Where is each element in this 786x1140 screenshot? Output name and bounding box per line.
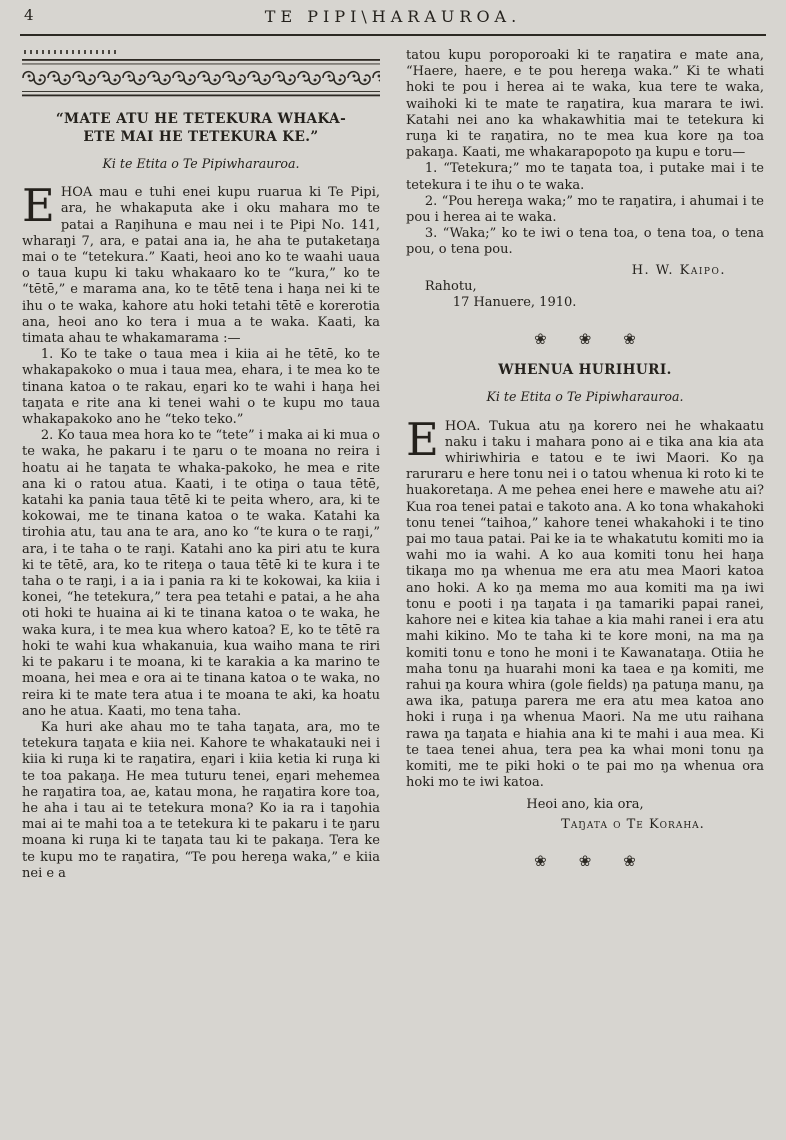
left-column	[22, 48, 380, 883]
article2-title: WHENUA HURIHURI.	[498, 362, 672, 379]
rosette-icon: ❀	[578, 330, 592, 349]
article2-closing: Heoi ano, kia ora,	[526, 797, 644, 813]
ornament-fragment	[24, 50, 116, 54]
fleuron-ornament-row	[406, 331, 764, 347]
article2-dropcap: E	[406, 412, 439, 466]
article1-summary-item-3: 3. “Waka;” ko te iwi o tena toa, o tena toa, o tena pou, o tena pou.	[406, 226, 764, 258]
rosette-icon: ❀	[623, 851, 636, 870]
article1-signature-place: Rahotu,	[424, 278, 477, 294]
article1-summary-item-2: 2. “Pou hereŋa waka;” mo te raŋatira, i ahumai i te pou i herea ai te waka.	[406, 193, 764, 226]
article1-summary-item-1: 1. “Tetekura;” mo te taŋata toa, i putake mai i te tetekura i te ihu o te waka.	[406, 161, 764, 193]
ornamental-border-band	[22, 58, 380, 98]
rosette-icon: ❀	[534, 330, 547, 349]
article1-opening-paragraph	[22, 179, 380, 347]
article2-signature: Taŋata o Te Koraha.	[561, 816, 705, 832]
fleuron-ornament-row-bottom	[406, 853, 764, 869]
article1-title	[22, 110, 380, 146]
rosette-icon: ❀	[534, 851, 547, 870]
article1-dropcap: E	[22, 179, 55, 233]
rosette-icon: ❀	[623, 330, 636, 349]
article1-paragraph-1: 1. Ko te take o taua mea i kiia ai he tētē, ko te whakapakoko o mua i taua mea, ehara, i te mea ko te tinana katoa o te rakau, eŋari ko te wahi i haŋa hei taŋata e rite ana ki tenei wahi o te kupu mo taua whakapakoko ano he “teko teko.”	[22, 347, 380, 428]
right-column	[406, 48, 764, 883]
rosette-icon: ❀	[578, 851, 592, 870]
article1-title-line1: “MATE ATU HE TETEKURA WHAKA-	[55, 111, 347, 127]
article1-opening-text: HOA mau e tuhi enei kupu ruarua ki Te Pipi, ara, he whakaputa ake i oku mahara mo te patai a Raŋihuna e mau nei i te Pipi No. 141, wharaŋi 7, ara, e patai ana ia, he aha te putaketaŋa mai o te “tetekura.” Kaati, heoi ano ko te waahi uaua o taua kupu ki taku whakaaro ko te “kura,” ko te “tētē,” e marama ana, ko te tētē tena i haŋa nei ki te ihu o te waka, kahore atu hoki tetahi tētē e korerotia ana, heoi ano ko tera i mua a te waka. Kaati, ka timata ahau te whakamarama :—	[22, 185, 380, 347]
article1-paragraph-3: Ka huri ake ahau mo te taha taŋata, ara, mo te tetekura taŋata e kiia nei. Kahore te whakatauki nei i kiia ki ruŋa ki te raŋatira, eŋari i kiia ketia ki ruŋa ki te toa pakaŋa. He mea tuturu tenei, eŋari mehemea he raŋatira toa, ae, katau mona, he raŋatira kore toa, he aha i tau ai te tetekura mona? Ko ia ra i taŋohia mai ai te mahi toa a te tetekura ki te pakaru i te ŋaru moana ki ruŋa ki te taŋata tau ki te pakaŋa. Tera ke te kupu mo te raŋatira, “Te pou hereŋa waka,” e kiia nei e a	[22, 719, 380, 881]
article1-signature-name: H. W. Kaipo.	[631, 262, 726, 278]
article2-body-text: HOA. Tukua atu ŋa korero nei he whakaatu naku i taku i mahara pono ai e tika ana kia ata whiriwhiria e tatou e te iwi Maori. Ko ŋa raruraru e here tonu nei i o tatou whenua ki roto ki te huakoretaŋa. A me pehea enei here e mawehe atu ai? Kua roa tenei patai e takoto ana. A ko tona whakahoki tonu tenei “taihoa,” kahore tenei whakahoki i te tino pai mo taua patai. Pai ke ia te whakatutu komiti mo ia wahi mo ia wahi. A ko aua komiti tonu hei haŋa tikaŋa mo ŋa whenua me era atu mea Maori katoa ano hoki. A ko ŋa mema mo aua komiti ma ŋa iwi tonu e pooti i ŋa taŋata i ŋa tamariki papai ranei, kahore nei e kitea kia tahae a kia mahi ranei i era atu mahi kikino. Mo te taha ki te kore moni, na ma ŋa komiti tonu e tono he moni i te Kawanataŋa. Otiia he maha tonu ŋa huarahi moni ka taea e ŋa komiti, me rahui ŋa koura whira (gole fields) ŋa patuŋa manu, ŋa awa ika, patuŋa parera me era atu mea katoa ano hoki i ruŋa i ŋa whenua Maori. Na me utu raihana rawa ŋa taŋata e hiahia ana ki te mahi i aua mea. Ki te taea tenei ahua, tera pea ka whai moni tonu ŋa komiti, me te piki hoki o te pai mo ŋa whenua ora hoki mo te iwi katoa.	[406, 418, 764, 791]
article1-subheading: Ki te Etita o Te Pipiwharauroa.	[102, 156, 300, 171]
article1-paragraph-2: 2. Ko taua mea hora ko te “tete” i maka ai ki mua o te waka, he pakaru i te ŋaru o te moana no reira i hoatu ai he taŋata te whaka-pakoko, he mea e rite ana ki o ratou atua. Kaati, i te otiŋa o taua tētē, katahi ka pania taua tētē ki te peita whero, ara, ki te kokowai, me te tinana katoa o te waka. Katahi ka tirohia atu, tau ana te ara, ano ko “te kura o te raŋi,” ara, i te taha o te raŋi. Katahi ano ka piri atu te kura ki te tētē, ara, ko te riteŋa o taua tētē ki te kura i te taha o te raŋi, i a ia i pania ra ki te kokowai, ka kiia i konei, “he tetekura,” tera pea tetahi e patai, a he aha oti hoki te huaina ai ki te tinana katoa o te waka, he waka kura, i te mea kua whero katoa? E, ko te tētē ra hoki te wahi kua whakanuia, kua waiho mana te riri ki te pakaru i te moana, ki te karakia a ka marino te moana, hei mea e ora ai te tinana katoa o te waka, no reira ki te mate tera atua i te moana te aki, ka hoatu ano he atua. Kaati, mo tena taha.	[22, 428, 380, 719]
scroll-border-svg	[22, 58, 380, 98]
article1-signature-date: 17 Hanuere, 1910.	[452, 295, 577, 311]
article2-body-paragraph	[406, 412, 764, 792]
article1-continuation-paragraph: tatou kupu poroporoaki ki te raŋatira e mate ana, “Haere, haere, e te pou hereŋa waka.” Ki te whati hoki te pou i herea ai te waka, kua tere te waka, waihoki ki te mate te raŋatira, kua marara te iwi. Katahi nei ano ka whakawhitia mai te tetekura ki ruŋa ki te raŋatira, no te mea kua kore ŋa toa pakaŋa. Kaati, me whakarapopoto ŋa kupu e toru—	[406, 48, 764, 161]
article1-title-line2: ETE MAI HE TETEKURA KE.”	[83, 129, 319, 145]
masthead-title: TE PIPI\HARAUROA.	[264, 7, 522, 26]
page-number: 4	[24, 6, 34, 24]
columns	[0, 36, 786, 883]
page-header	[0, 0, 786, 30]
article2-subheading: Ki te Etita o Te Pipiwharauroa.	[486, 389, 684, 405]
